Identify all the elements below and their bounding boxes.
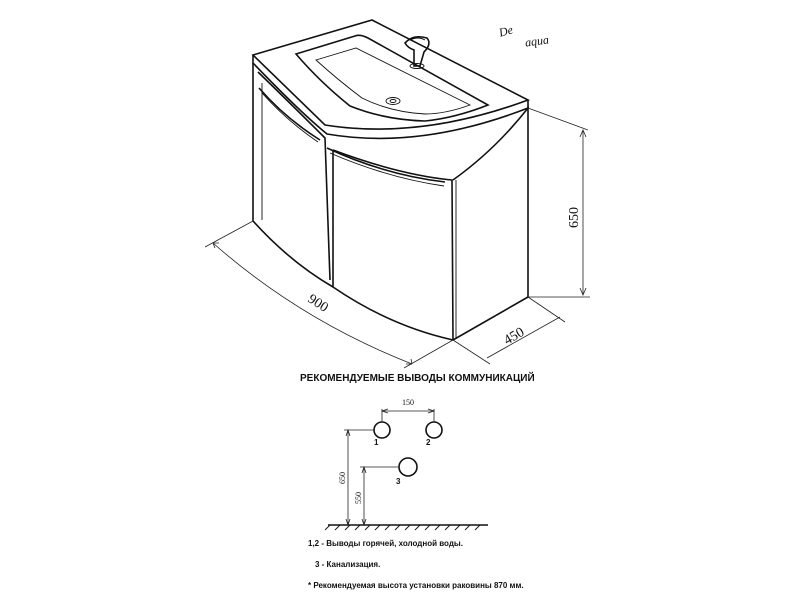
height-dimension [528, 108, 590, 297]
note-water: 1,2 - Выводы горячей, холодной воды. [308, 539, 463, 548]
connections-heading: РЕКОМЕНДУЕМЫЕ ВЫВОДЫ КОММУНИКАЦИЙ [300, 373, 535, 384]
vanity-cabinet [253, 20, 528, 340]
countertop-top [253, 20, 528, 129]
left-door-handle [259, 88, 320, 140]
note-drain: 3 - Канализация. [315, 560, 381, 569]
countertop-front-edge [253, 55, 528, 138]
basin-drain [386, 98, 400, 105]
logo-line1: De [497, 22, 515, 40]
water-outlet-2 [426, 422, 442, 438]
width-dimension-label: 900 [304, 291, 331, 316]
connections-diagram [325, 398, 488, 530]
logo-line2: aqua [524, 32, 550, 50]
notes-block [308, 533, 524, 596]
cabinet-right-side [453, 108, 528, 340]
right-door [333, 150, 453, 340]
height-dimension-label: 650 [567, 207, 582, 228]
depth-dimension-label: 450 [501, 324, 528, 349]
faucet [405, 37, 429, 69]
point-label-3: 3 [396, 477, 401, 486]
height-650-label: 650 [338, 472, 347, 484]
point-label-2: 2 [426, 438, 431, 447]
drain-outlet-3 [399, 458, 417, 476]
brand-logo [497, 22, 573, 52]
water-outlet-1 [374, 422, 390, 438]
spacing-dimension-label: 150 [402, 398, 414, 407]
point-label-1: 1 [374, 438, 379, 447]
height-550-label: 550 [354, 492, 363, 504]
note-height: * Рекомендуемая высота установки раковины 870 мм. [308, 581, 524, 590]
